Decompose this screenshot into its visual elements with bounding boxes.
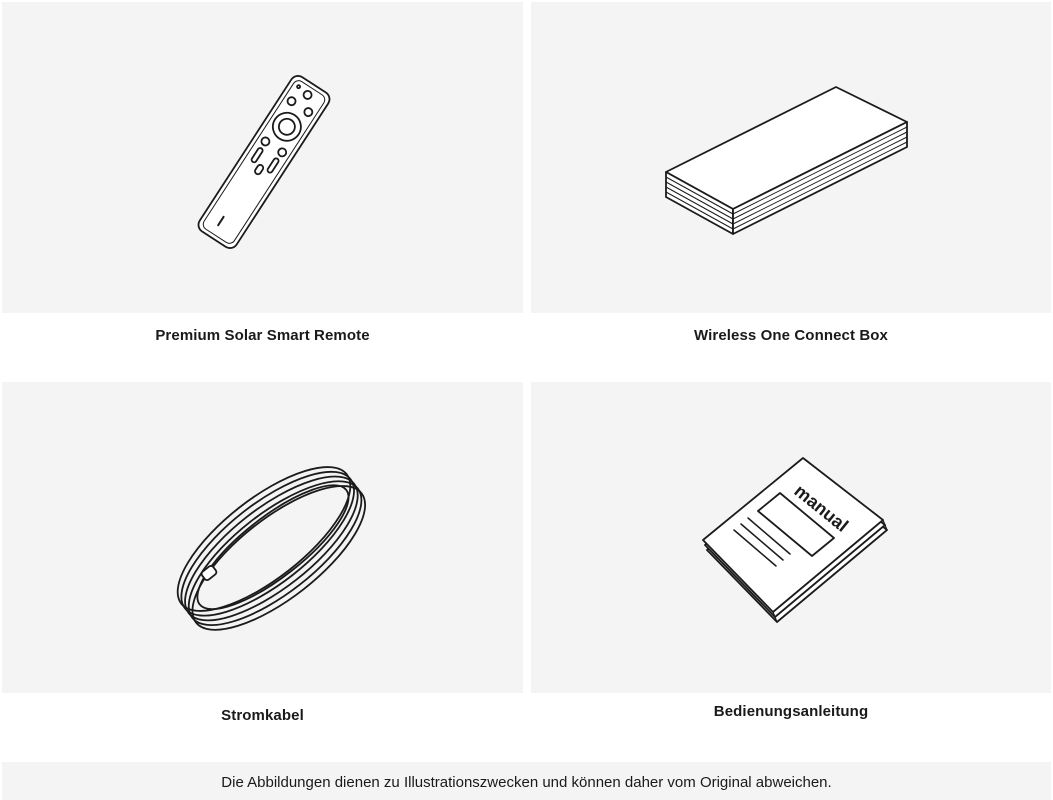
product-tile-remote bbox=[2, 2, 523, 313]
disclaimer-bar bbox=[2, 762, 1051, 800]
product-label-connect-box: Wireless One Connect Box bbox=[694, 327, 888, 344]
product-tile-connect-box bbox=[531, 2, 1051, 313]
power-cable-icon bbox=[2, 382, 523, 693]
product-label-remote: Premium Solar Smart Remote bbox=[155, 327, 370, 344]
connect-box-icon bbox=[531, 2, 1051, 313]
remote-icon bbox=[2, 2, 523, 313]
product-tile-power-cable bbox=[2, 382, 523, 693]
product-tile-manual bbox=[531, 382, 1051, 693]
manual-icon bbox=[531, 382, 1051, 693]
manual-cover-text: manual bbox=[790, 480, 853, 536]
product-label-manual: Bedienungsanleitung bbox=[713, 703, 869, 720]
disclaimer-text: Die Abbildungen dienen zu Illustrationszwecken und können daher vom Original abweichen. bbox=[221, 774, 832, 791]
product-label-power-cable: Stromkabel bbox=[221, 707, 304, 724]
